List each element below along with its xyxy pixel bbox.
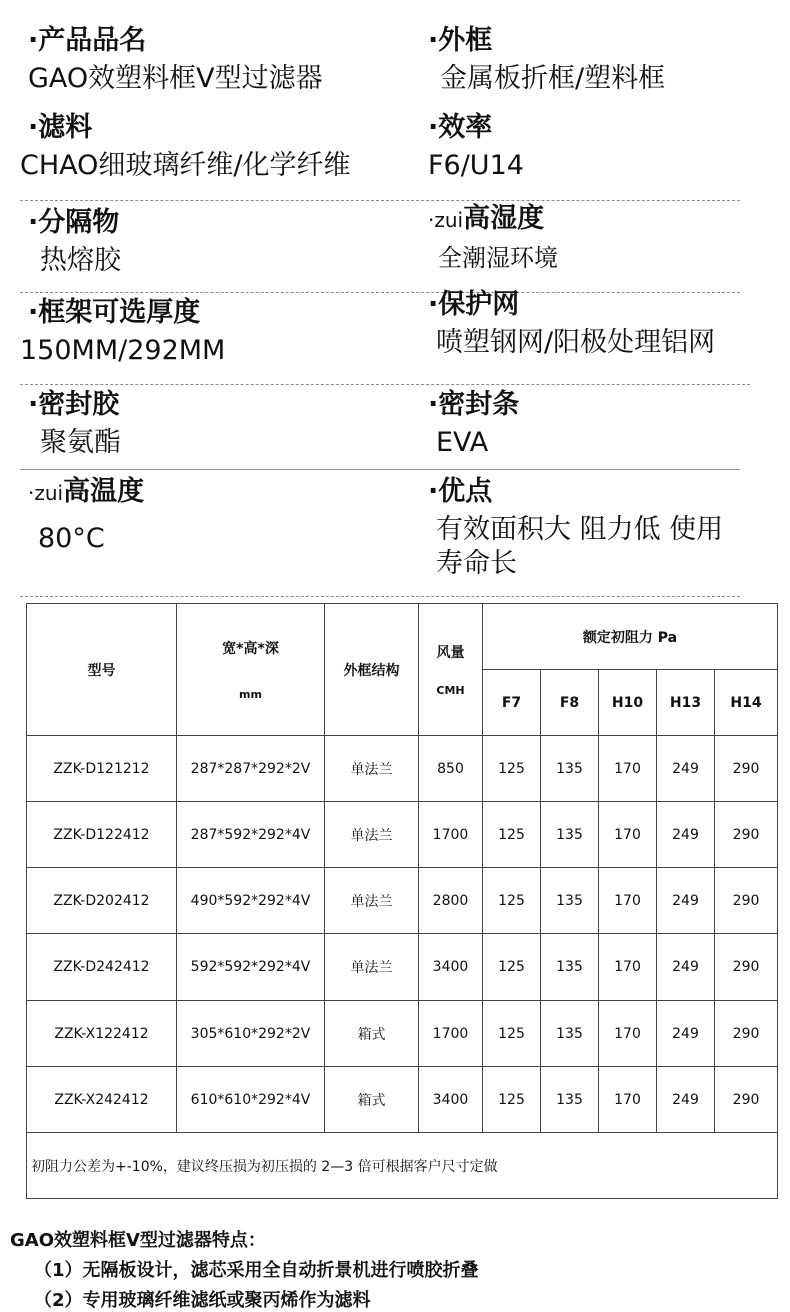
- cell-frame: 箱式: [325, 1001, 419, 1067]
- spec-max-temperature: [28, 475, 144, 556]
- cell-resistance: 170: [599, 868, 657, 934]
- spec-value: 150MM/292MM: [20, 335, 226, 366]
- header-airflow: [419, 604, 483, 736]
- spec-filter-media: [20, 111, 351, 183]
- table-row: [27, 802, 778, 868]
- cell-dims: 592*592*292*4V: [177, 934, 325, 1001]
- spec-separator: [28, 206, 121, 278]
- cell-resistance: 125: [483, 802, 541, 868]
- cell-resistance: 249: [657, 1067, 715, 1133]
- spec-value: GAO效塑料框V型过滤器: [28, 63, 323, 94]
- header-grade: F8: [541, 670, 599, 736]
- header-grade: H14: [715, 670, 778, 736]
- spec-value: 全潮湿环境: [438, 244, 558, 272]
- spec-label-prefix: ·zui: [28, 481, 64, 505]
- cell-resistance: 170: [599, 1067, 657, 1133]
- cell-resistance: 290: [715, 736, 778, 802]
- cell-resistance: 135: [541, 802, 599, 868]
- cell-airflow: 3400: [419, 1067, 483, 1133]
- cell-frame: 单法兰: [325, 736, 419, 802]
- spec-outer-frame: [428, 24, 665, 96]
- cell-airflow: 1700: [419, 802, 483, 868]
- spec-frame-thickness: [20, 296, 225, 368]
- header-airflow-unit: CMH: [436, 684, 465, 697]
- cell-airflow: 2800: [419, 868, 483, 934]
- spec-label: 高湿度: [463, 203, 545, 234]
- feature-item: （2）专用玻璃纤维滤纸或聚丙烯作为滤料: [34, 1290, 371, 1311]
- cell-resistance: 125: [483, 1067, 541, 1133]
- spec-value: F6/U14: [428, 150, 524, 181]
- cell-resistance: 125: [483, 934, 541, 1001]
- spec-seal-strip: [428, 388, 519, 460]
- spec-value: EVA: [436, 427, 489, 458]
- header-resistance: 额定初阻力 Pa: [483, 604, 778, 670]
- header-dims-unit: mm: [239, 688, 262, 701]
- table-row: [27, 1067, 778, 1133]
- cell-resistance: 290: [715, 802, 778, 868]
- spec-sealant: [28, 388, 121, 460]
- cell-model: ZZK-D242412: [27, 934, 177, 1001]
- spec-label-prefix: ·zui: [428, 208, 464, 232]
- spec-label: ·密封胶: [28, 389, 120, 420]
- cell-resistance: 135: [541, 1001, 599, 1067]
- cell-resistance: 249: [657, 802, 715, 868]
- spec-label: 高温度: [63, 476, 145, 507]
- feature-item: （1）无隔板设计，滤芯采用全自动折景机进行喷胶折叠: [34, 1260, 479, 1281]
- table-note-row: [27, 1133, 778, 1199]
- spec-label: ·保护网: [428, 289, 520, 320]
- cell-resistance: 135: [541, 1067, 599, 1133]
- table-note: 初阻力公差为+-10%，建议终压损为初压损的 2—3 倍可根据客户尺寸定做: [27, 1133, 778, 1199]
- divider: [20, 384, 750, 385]
- cell-model: ZZK-D122412: [27, 802, 177, 868]
- cell-resistance: 290: [715, 1001, 778, 1067]
- spec-label: ·产品品名: [28, 25, 147, 56]
- cell-model: ZZK-X122412: [27, 1001, 177, 1067]
- cell-resistance: 125: [483, 736, 541, 802]
- divider: [20, 200, 740, 201]
- spec-value: 喷塑钢网/阳极处理铝网: [436, 327, 716, 358]
- cell-resistance: 249: [657, 934, 715, 1001]
- header-dims: [177, 604, 325, 736]
- features-section: [10, 1230, 479, 1312]
- spec-label: ·密封条: [428, 389, 520, 420]
- cell-resistance: 170: [599, 1001, 657, 1067]
- cell-resistance: 290: [715, 934, 778, 1001]
- table-row: [27, 934, 778, 1001]
- cell-frame: 单法兰: [325, 802, 419, 868]
- spec-value: 80°C: [38, 523, 105, 554]
- header-grade: H13: [657, 670, 715, 736]
- table-row: [27, 1001, 778, 1067]
- cell-resistance: 135: [541, 736, 599, 802]
- spec-value: 有效面积大 阻力低 使用寿命长: [436, 514, 724, 579]
- header-dims-label: 宽*高*深: [222, 641, 279, 657]
- spec-label: ·优点: [428, 476, 493, 507]
- cell-model: ZZK-X242412: [27, 1067, 177, 1133]
- spec-value: 聚氨酯: [40, 427, 121, 458]
- spec-value: 热熔胶: [40, 245, 121, 276]
- cell-resistance: 249: [657, 1001, 715, 1067]
- divider: [20, 596, 740, 597]
- spec-value: CHAO细玻璃纤维/化学纤维: [20, 150, 351, 181]
- cell-dims: 305*610*292*2V: [177, 1001, 325, 1067]
- cell-resistance: 290: [715, 1067, 778, 1133]
- cell-dims: 490*592*292*4V: [177, 868, 325, 934]
- header-frame: 外框结构: [325, 604, 419, 736]
- cell-frame: 单法兰: [325, 934, 419, 1001]
- cell-model: ZZK-D202412: [27, 868, 177, 934]
- table-row: [27, 868, 778, 934]
- spec-advantages: [428, 475, 726, 581]
- cell-dims: 287*592*292*4V: [177, 802, 325, 868]
- spec-label: ·效率: [428, 112, 493, 143]
- cell-dims: 287*287*292*2V: [177, 736, 325, 802]
- spec-label: ·外框: [428, 25, 493, 56]
- cell-airflow: 1700: [419, 1001, 483, 1067]
- cell-frame: 单法兰: [325, 868, 419, 934]
- cell-dims: 610*610*292*4V: [177, 1067, 325, 1133]
- cell-resistance: 249: [657, 868, 715, 934]
- spec-protective-mesh: [428, 288, 715, 360]
- cell-resistance: 170: [599, 934, 657, 1001]
- cell-resistance: 125: [483, 868, 541, 934]
- header-model: 型号: [27, 604, 177, 736]
- table-row: [27, 736, 778, 802]
- cell-airflow: 850: [419, 736, 483, 802]
- features-title: GAO效塑料框V型过滤器特点：: [10, 1230, 266, 1251]
- spec-label: ·分隔物: [28, 207, 120, 238]
- cell-resistance: 249: [657, 736, 715, 802]
- cell-resistance: 170: [599, 736, 657, 802]
- header-grade: F7: [483, 670, 541, 736]
- spec-label: ·框架可选厚度: [28, 297, 201, 328]
- cell-resistance: 125: [483, 1001, 541, 1067]
- spec-max-humidity: [428, 202, 558, 275]
- spec-table: [26, 603, 778, 1199]
- spec-label: ·滤料: [28, 112, 93, 143]
- spec-product-name: [28, 24, 323, 96]
- cell-airflow: 3400: [419, 934, 483, 1001]
- header-airflow-label: 风量: [436, 645, 465, 661]
- cell-resistance: 135: [541, 868, 599, 934]
- cell-model: ZZK-D121212: [27, 736, 177, 802]
- cell-resistance: 135: [541, 934, 599, 1001]
- spec-efficiency: [428, 111, 524, 183]
- divider: [20, 469, 740, 470]
- cell-resistance: 290: [715, 868, 778, 934]
- spec-value: 金属板折框/塑料框: [440, 63, 666, 94]
- cell-frame: 箱式: [325, 1067, 419, 1133]
- header-grade: H10: [599, 670, 657, 736]
- cell-resistance: 170: [599, 802, 657, 868]
